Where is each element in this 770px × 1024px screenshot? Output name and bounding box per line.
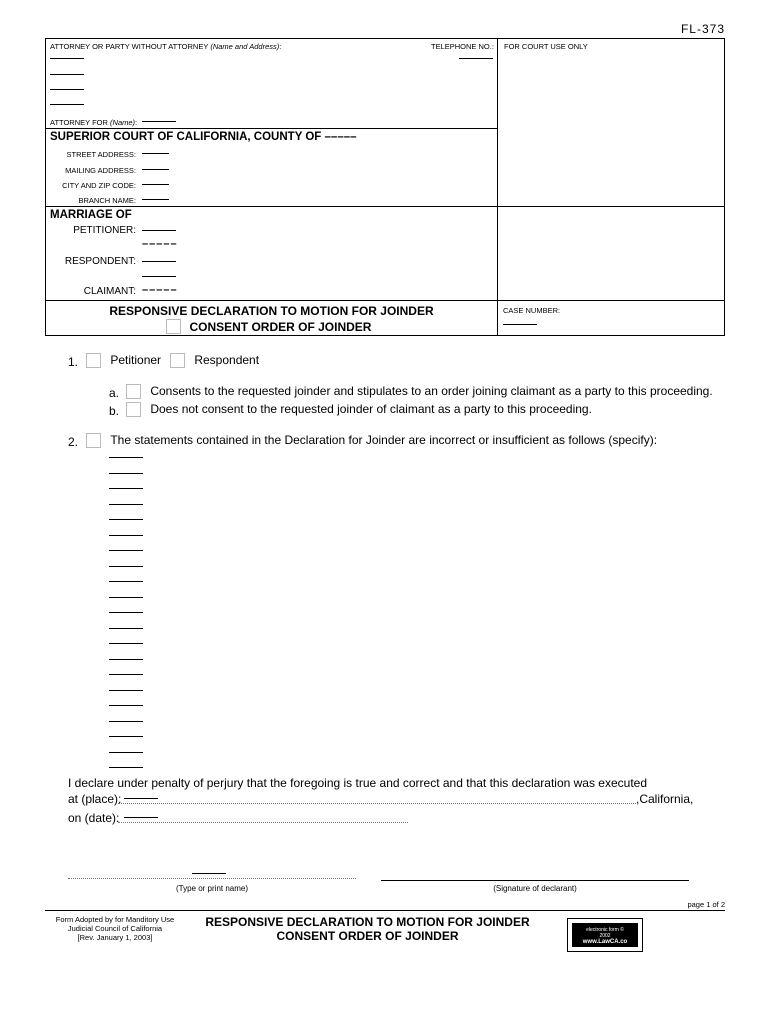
declaration-text: I declare under penalty of perjury that the foregoing is true and correct and that this declaration was executed [68, 776, 648, 790]
date-dotted [118, 822, 408, 823]
petitioner-dash: ––––– [142, 238, 178, 250]
petitioner-label: PETITIONER: [73, 225, 136, 236]
not-consent-text: Does not consent to the requested joinder of claimant as a party to this proceeding. [150, 402, 592, 416]
respondent-label: RESPONDENT: [64, 256, 136, 267]
footer-title [190, 915, 545, 943]
page-number: page 1 of 2 [687, 900, 725, 909]
case-number-field[interactable] [503, 324, 537, 325]
petitioner-field[interactable] [142, 230, 176, 231]
court-title: SUPERIOR COURT OF CALIFORNIA, COUNTY OF ––––– [50, 131, 357, 143]
item1b [126, 402, 592, 417]
specify-line[interactable] [109, 643, 143, 644]
petitioner-checkbox[interactable] [86, 353, 101, 368]
telephone-field[interactable] [459, 58, 493, 59]
footer-title-line1: RESPONSIVE DECLARATION TO MOTION FOR JOINDER [205, 915, 530, 929]
attorney-address-field[interactable] [50, 58, 84, 59]
specify-line[interactable] [109, 705, 143, 706]
respondent-text: Respondent [194, 353, 260, 367]
item1a [126, 384, 713, 399]
specify-line[interactable] [109, 767, 143, 768]
logo-line3: www.LawCA.co [582, 939, 628, 945]
place-dotted [118, 803, 636, 804]
specify-line[interactable] [109, 550, 143, 551]
signature-line [381, 880, 689, 881]
specify-line[interactable] [109, 752, 143, 753]
street-field[interactable] [142, 153, 169, 154]
specify-line[interactable] [109, 721, 143, 722]
not-consent-checkbox[interactable] [126, 402, 141, 417]
respondent-field[interactable] [142, 261, 176, 262]
branch-label: BRANCH NAME: [78, 196, 136, 205]
adopted-line: [Rev. January 1, 2003] [77, 933, 153, 942]
claimant-label: CLAIMANT: [83, 286, 136, 297]
on-date-label: on (date): [68, 811, 120, 825]
rule [45, 300, 725, 301]
attorney-address-field[interactable] [50, 104, 84, 105]
attorney-for-label: ATTORNEY FOR (Name): [50, 118, 138, 127]
item1a-letter: a. [109, 386, 120, 400]
petitioner-text: Petitioner [110, 353, 162, 367]
street-label: STREET ADDRESS: [66, 150, 136, 159]
specify-line[interactable] [109, 659, 143, 660]
statements-text: The statements contained in the Declaration for Joinder are incorrect or insufficient as follows (specify): [110, 433, 658, 447]
branch-field[interactable] [142, 199, 169, 200]
electronic-form-logo [567, 918, 643, 952]
title-row [166, 318, 371, 336]
rule [45, 206, 725, 207]
form-title-line1: RESPONSIVE DECLARATION TO MOTION FOR JOINDER [109, 304, 434, 318]
item1-respondent [170, 353, 259, 368]
claimant-dash: ––––– [142, 284, 178, 296]
respondent-checkbox[interactable] [170, 353, 185, 368]
footer-rule [45, 910, 725, 911]
item2-number: 2. [68, 435, 79, 449]
attorney-address-field[interactable] [50, 89, 84, 90]
specify-line[interactable] [109, 519, 143, 520]
adopted-line: Form Adopted by for Manditory Use [55, 915, 175, 924]
california-text: ,California, [636, 792, 694, 806]
specify-line[interactable] [109, 597, 143, 598]
at-place-label: at (place): [68, 792, 122, 806]
marriage-of: MARRIAGE OF [50, 209, 132, 221]
specify-line[interactable] [109, 674, 143, 675]
city-label: CITY AND ZIP CODE: [62, 181, 136, 190]
attorney-label: ATTORNEY OR PARTY WITHOUT ATTORNEY (Name and Address): [50, 42, 282, 51]
specify-line[interactable] [109, 690, 143, 691]
item1-number: 1. [68, 355, 79, 369]
adopted-line: Judicial Council of California [67, 924, 163, 933]
specify-line[interactable] [109, 488, 143, 489]
item2 [86, 433, 657, 448]
rule [45, 128, 498, 129]
form-title-line2: CONSENT ORDER OF JOINDER [189, 320, 372, 334]
print-name-line [68, 878, 356, 879]
specify-line[interactable] [109, 612, 143, 613]
item1-petitioner [86, 353, 161, 368]
consents-text: Consents to the requested joinder and stipulates to an order joining claimant as a party to this proceeding. [150, 384, 713, 398]
respondent-field[interactable] [142, 276, 176, 277]
print-name-field[interactable] [192, 873, 226, 874]
consents-checkbox[interactable] [126, 384, 141, 399]
form-adopted [45, 915, 185, 942]
specify-line[interactable] [109, 581, 143, 582]
consent-order-checkbox[interactable] [166, 319, 181, 334]
city-field[interactable] [142, 184, 169, 185]
specify-line[interactable] [109, 628, 143, 629]
statements-checkbox[interactable] [86, 433, 101, 448]
date-field[interactable] [124, 817, 158, 818]
mailing-label: MAILING ADDRESS: [65, 166, 136, 175]
case-number-label: CASE NUMBER: [503, 306, 561, 315]
item1b-letter: b. [109, 404, 120, 418]
telephone-label: TELEPHONE NO.: [431, 42, 494, 51]
specify-line[interactable] [109, 535, 143, 536]
attorney-for-field[interactable] [142, 121, 176, 122]
attorney-address-field[interactable] [50, 74, 84, 75]
place-field[interactable] [124, 798, 158, 799]
specify-line[interactable] [109, 473, 143, 474]
logo-line2: 2002 [599, 933, 611, 939]
logo-line1: electronic form © [586, 927, 624, 933]
form-id: FL-373 [680, 22, 725, 36]
mailing-field[interactable] [142, 169, 169, 170]
type-name-label: (Type or print name) [175, 884, 249, 893]
footer-title-line2: CONSENT ORDER OF JOINDER [276, 929, 459, 943]
caption-divider [497, 38, 498, 336]
signature-label: (Signature of declarant) [493, 884, 577, 893]
specify-line[interactable] [109, 566, 143, 567]
specify-line[interactable] [109, 504, 143, 505]
court-use-label: FOR COURT USE ONLY [504, 42, 588, 51]
specify-line[interactable] [109, 736, 143, 737]
specify-line[interactable] [109, 457, 143, 458]
